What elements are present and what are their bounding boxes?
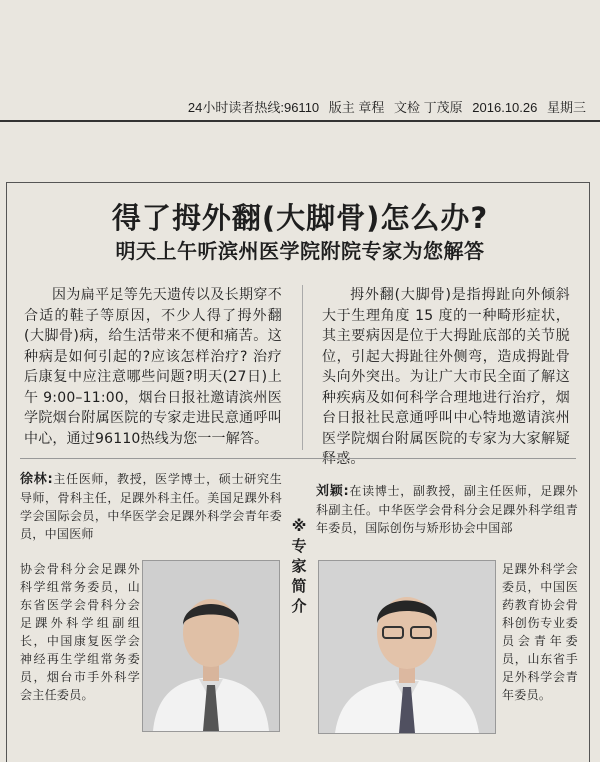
hotline-text: 24小时读者热线:96110 (187, 100, 320, 115)
expert-bio-xu-text-top: 主任医师，教授，医学博士，硕士研究生导师，骨科主任，足踝外科主任。美国足踝外科学会国际会员，中华医学会足踝外科学会青年委员，中国医师 (20, 472, 282, 541)
expert-photo-xu (142, 560, 280, 732)
section-divider (20, 458, 576, 459)
expert-bio-liu-text-top: 在读博士，副教授，副主任医师，足踝外科副主任。中华医学会骨科分会足踝外科学组青年委员，国际创伤与矫形协会中国部 (316, 484, 578, 535)
expert-name-xu: 徐林: (20, 472, 53, 487)
expert-intro-badge: ※专家简介 (291, 517, 307, 615)
article-paragraph-left: 因为扁平足等先天遗传以及长期穿不合适的鞋子等原因，不少人得了拇外翻(大脚骨)病，给生活带来不便和痛苦。这种病是如何引起的?应该怎样治疗? 治疗后康复中应注意哪些问题?明天(27日)上午 9:00–11:00，烟台日报社邀请滨州医学院烟台附属医院的专家走进民意通呼叫中心，通过96110热线为您一一解答。 (24, 287, 282, 447)
column-divider (302, 285, 303, 450)
editor-credit: 版主 章程 (328, 100, 385, 115)
proofreader-credit: 文检 丁茂原 (394, 100, 463, 115)
article-subheadline: 明天上午听滨州医学院附院专家为您解答 (115, 239, 485, 263)
expert-name-liu: 刘颖: (316, 484, 349, 499)
issue-weekday: 星期三 (546, 100, 586, 115)
masthead-bar (0, 98, 600, 122)
issue-date: 2016.10.26 (472, 100, 538, 115)
article-paragraph-right: 拇外翻(大脚骨)是指拇趾向外倾斜大于生理角度 15 度的一种畸形症状，其主要病因是位于大拇趾底部的关节脱位，引起大拇趾往外侧弯，造成拇趾骨头向外突出。为让广大市民全面了解这种疾病及如何科学合理地进行治疗，烟台日报社民意通呼叫中心特地邀请滨州医学院烟台附属医院的专家为大家解疑释惑。 (322, 287, 570, 467)
expert-photo-liu (318, 560, 496, 734)
expert-bio-liu-top (316, 482, 578, 537)
expert-bio-xu-text-bottom: 协会骨科分会足踝外科学组常务委员，山东省医学会骨科分会足踝外科学组副组长，中国康复医学会神经再生学组常务委员，烟台市手外科学会主任委员。 (20, 562, 140, 702)
expert-bio-liu-text-bottom: 足踝外科学会委员，中国医药教育协会骨科创伤专业委员会青年委员，山东省手足外科学会青年委员。 (502, 562, 578, 702)
expert-bio-xu-top (20, 470, 282, 543)
article-headline: 得了拇外翻(大脚骨)怎么办? (111, 201, 489, 235)
